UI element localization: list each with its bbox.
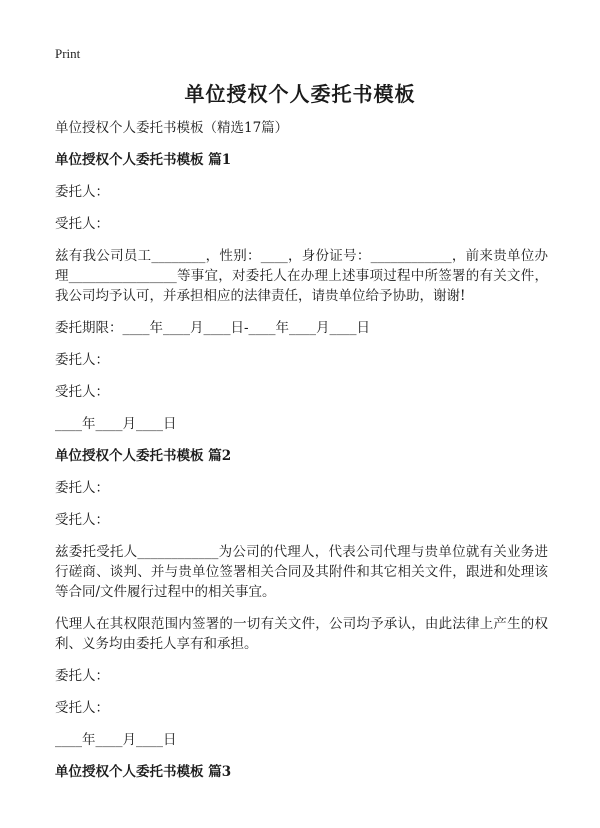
print-label[interactable]: Print: [55, 46, 81, 61]
paragraph: 委托期限：____年____月____日-____年____月____日: [55, 320, 371, 336]
paragraph: 委托人：: [55, 668, 109, 684]
paragraph: ____年____月____日: [55, 732, 177, 748]
paragraph: 委托人：: [55, 352, 109, 368]
section-3: [55, 762, 548, 782]
document-title: 单位授权个人委托书模板: [184, 82, 416, 106]
section-heading: 单位授权个人委托书模板 篇1: [55, 152, 232, 168]
paragraph: 受托人：: [55, 384, 109, 400]
paragraph: 代理人在其权限范围内签署的一切有关文件，公司均予承认，由此法律上产生的权利、义务均由委托人享有和承担。: [55, 616, 548, 652]
document-body: [55, 118, 548, 794]
paragraph: 受托人：: [55, 216, 109, 232]
section-2: [55, 446, 548, 750]
paragraph: 委托人：: [55, 184, 109, 200]
paragraph: 受托人：: [55, 700, 109, 716]
paragraph: ____年____月____日: [55, 416, 177, 432]
document-subtitle: 单位授权个人委托书模板（精选17篇）: [55, 120, 289, 136]
paragraph: 受托人：: [55, 512, 109, 528]
paragraph: 兹有我公司员工________，性别：____，身份证号：____________，前来贵单位办理________________等事宜，对委托人在办理上述事项过程中所签署的有关文件，我公司均予认可，并承担相应的法律责任，请贵单位给予协助，谢谢!: [55, 248, 548, 304]
paragraph: 委托人：: [55, 480, 109, 496]
section-heading: 单位授权个人委托书模板 篇3: [55, 764, 232, 780]
section-1: [55, 150, 548, 434]
paragraph: 兹委托受托人____________为公司的代理人，代表公司代理与贵单位就有关业务进行磋商、谈判、并与贵单位签署相关合同及其附件和其它相关文件，跟进和处理该等合同/文件履行过程中的相关事宜。: [55, 544, 548, 600]
section-heading: 单位授权个人委托书模板 篇2: [55, 448, 232, 464]
